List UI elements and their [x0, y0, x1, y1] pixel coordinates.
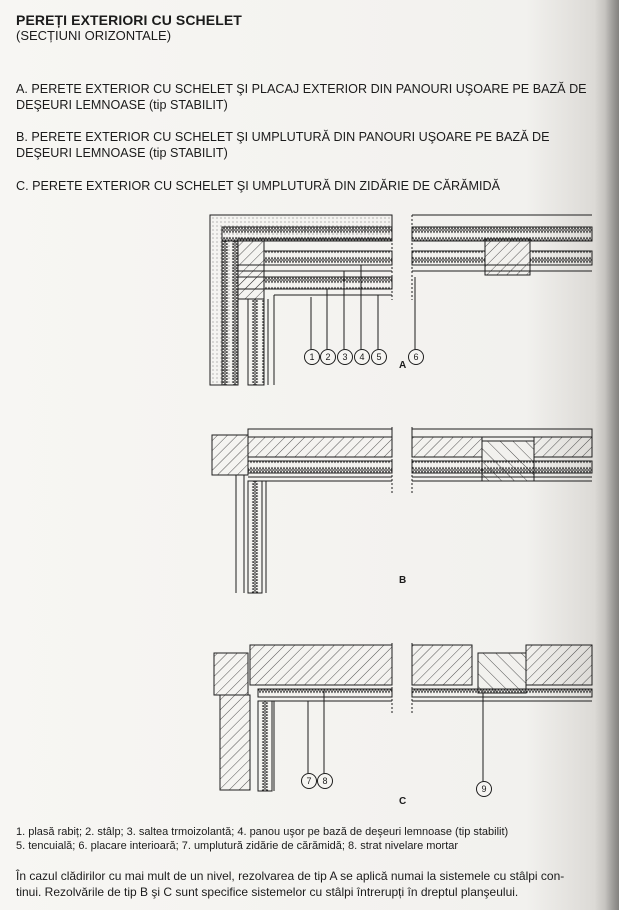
callout-a-4: 4: [354, 349, 370, 365]
legend-line1: 1. plasă rabiț; 2. stâlp; 3. saltea trmoizolantă; 4. panou uşor pe bază de deşeuri lemnoase (tip stabilit): [16, 826, 509, 838]
item-b-line2: DEŞEURI LEMNOASE (tip STABILIT): [16, 146, 228, 160]
callout-a-1: 1: [304, 349, 320, 365]
item-a-line1: A. PERETE EXTERIOR CU SCHELET ŞI PLACAJ EXTERIOR DIN PANOURI UŞOARE PE BAZĂ DE: [16, 82, 587, 96]
page-subtitle: (SECȚIUNI ORIZONTALE): [16, 28, 172, 43]
footer-line1: În cazul clădirilor cu mai mult de un nivel, rezolvarea de tip A se aplică numai la sistemele cu stâlpi con-: [16, 869, 565, 883]
section-c-drawing: [214, 643, 592, 791]
callout-a-5: 5: [371, 349, 387, 365]
section-b-label: B: [399, 575, 407, 586]
section-a-label: A: [399, 360, 407, 371]
footer-line2: tinui. Rezolvările de tip B şi C sunt specifice sistemelor cu stâlpi întrerupți în dreptul planşeului.: [16, 885, 519, 899]
callout-c-8: 8: [317, 773, 333, 789]
section-c-label: C: [399, 796, 407, 807]
item-a-line2: DEŞEURI LEMNOASE (tip STABILIT): [16, 98, 228, 112]
item-b-line1: B. PERETE EXTERIOR CU SCHELET ŞI UMPLUTURĂ DIN PANOURI UŞOARE PE BAZĂ DE: [16, 130, 550, 144]
callout-a-3: 3: [337, 349, 353, 365]
legend-line2: 5. tencuială; 6. placare interioară; 7. umplutură zidărie de cărămidă; 8. strat nivelare mortar: [16, 840, 459, 852]
page-title: PEREȚI EXTERIORI CU SCHELET: [16, 12, 242, 28]
callout-c-7: 7: [301, 773, 317, 789]
wall-sections-drawing: [200, 205, 600, 805]
callout-c-9: 9: [476, 781, 492, 797]
callout-a-2: 2: [320, 349, 336, 365]
item-c-line1: C. PERETE EXTERIOR CU SCHELET ŞI UMPLUTURĂ DIN ZIDĂRIE DE CĂRĂMIDĂ: [16, 179, 500, 193]
binding-shadow: [605, 0, 619, 910]
section-b-drawing: [212, 427, 592, 593]
callout-a-6: 6: [408, 349, 424, 365]
